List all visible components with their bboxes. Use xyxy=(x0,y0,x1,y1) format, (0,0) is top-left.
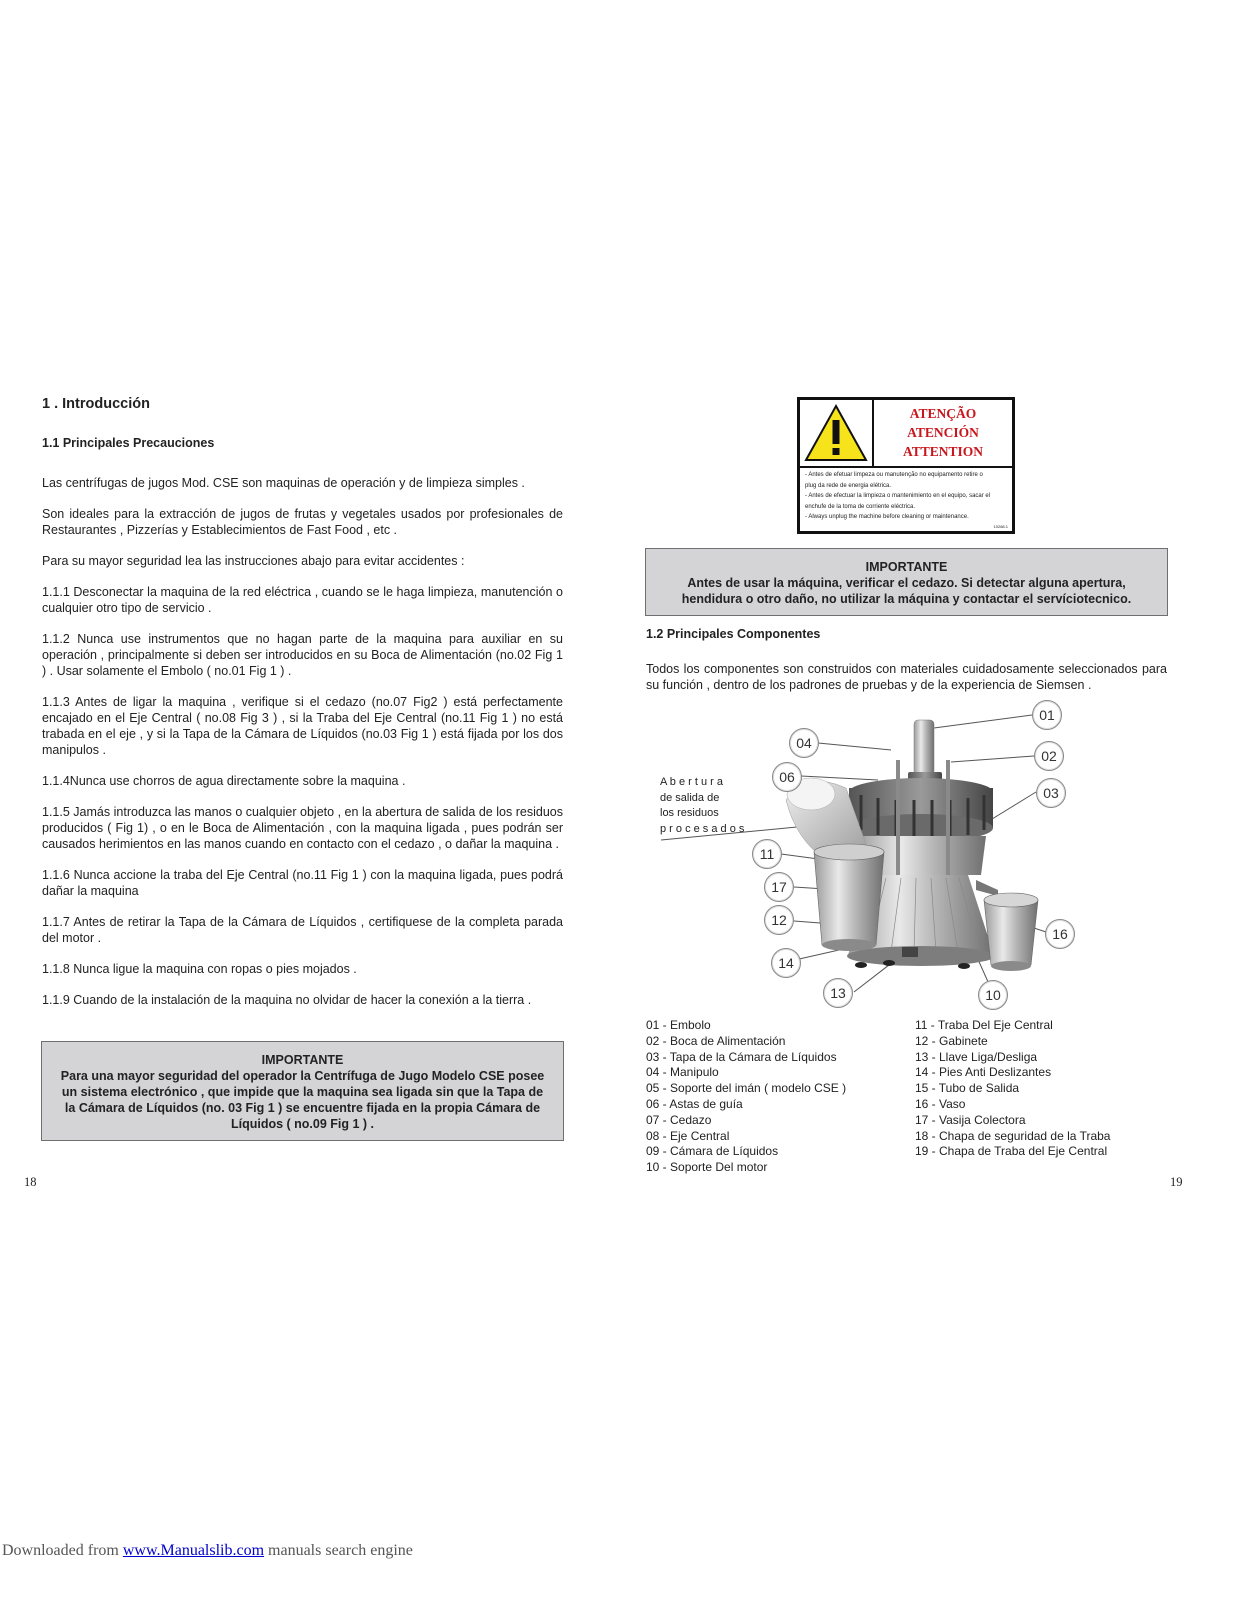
paragraph: 1.1.7 Antes de retirar la Tapa de la Cámara de Líquidos , certifiquese de la completa parada del motor . xyxy=(42,915,563,945)
important-text: Antes de usar la máquina, verificar el cedazo. Si detectar alguna apertura, hendidura o otro daño, no utilizar la máquina y contactar el servíciotecnico. xyxy=(681,576,1132,606)
paragraph: 1.1.9 Cuando de la instalación de la maquina no olvidar de hacer la conexión a la tierra . xyxy=(42,993,532,1007)
paragraph: Son ideales para la extracción de jugos de frutas y vegetales usados por profesionales de Restaurantes , Pizzerías y Establecimientos de Fast Food , etc . xyxy=(42,507,563,537)
legend-item: 18 - Chapa de seguridad de la Traba xyxy=(915,1128,1111,1143)
legend-left xyxy=(646,1018,911,1176)
callout-06: 06 xyxy=(772,762,802,792)
callout-02: 02 xyxy=(1034,741,1064,771)
paragraph: 1.1.3 Antes de ligar la maquina , verifique si el cedazo (no.07 Fig2 ) está perfectamente encajado en el Eje Central ( no.08 Fig 3 ) , si la Traba del Eje Central (no.11 Fig 1 ) no está trabada en el eje , y si la Tapa de la Cámara de Líquidos (no.03 Fig 1 ) está fijada por los dos manipulos . xyxy=(42,695,563,757)
callout-13: 13 xyxy=(823,978,853,1008)
legend-item: 04 - Manipulo xyxy=(646,1065,719,1080)
figure-label-line: los residuos xyxy=(660,807,719,819)
paragraph: 1.1.5 Jamás introduzca las manos o cualquier objeto , en la abertura de salida de los residuos producidos ( Fig 1) , o en le Boca de Alimentación , con la maquina ligada , pues podrán ser causados herimientos en las manos cuando en contacto con el cedazo , o dañar la maquina . xyxy=(42,805,563,851)
legend-item: 12 - Gabinete xyxy=(915,1033,988,1048)
legend-item: 01 - Embolo xyxy=(646,1018,711,1032)
legend-item: 03 - Tapa de la Cámara de Líquidos xyxy=(646,1049,837,1064)
sign-line: - Antes de efectuar la limpieza o mantenimiento en el equipo, sacar el xyxy=(805,493,991,499)
important-box-right xyxy=(645,548,1168,616)
legend-item: 13 - Llave Liga/Desliga xyxy=(915,1049,1038,1064)
callout-11: 11 xyxy=(752,839,782,869)
figure-label xyxy=(660,775,744,837)
legend-item: 02 - Boca de Alimentación xyxy=(646,1033,786,1048)
footer-prefix: Downloaded from xyxy=(2,1542,123,1559)
paragraph: Para su mayor seguridad lea las instrucciones abajo para evitar accidentes : xyxy=(42,554,465,568)
warning-sign xyxy=(797,397,1015,534)
callout-10: 10 xyxy=(978,980,1008,1010)
paragraph: 1.1.1 Desconectar la maquina de la red eléctrica , cuando se le haga limpieza, manutención o cualquier otro tipo de servicio . xyxy=(42,585,563,615)
legend-right xyxy=(915,1018,1175,1160)
sign-title-es: ATENCIÓN xyxy=(907,425,979,440)
important-heading: IMPORTANTE xyxy=(865,560,948,574)
sign-line: plug da rede de energia elétrica. xyxy=(805,482,892,489)
footer-suffix: manuals search engine xyxy=(264,1542,413,1559)
footer-link[interactable]: www.Manualslib.com xyxy=(122,1542,265,1559)
subsection-title-components: 1.2 Principales Componentes xyxy=(646,627,821,641)
legend-item: 17 - Vasija Colectora xyxy=(915,1112,1026,1127)
section-title: 1 . Introducción xyxy=(42,396,150,412)
callout-16: 16 xyxy=(1045,919,1075,949)
figure-label-line: de salida de xyxy=(660,791,720,804)
callout-03: 03 xyxy=(1036,778,1066,808)
legend-item: 10 - Soporte Del motor xyxy=(646,1160,768,1175)
callout-04: 04 xyxy=(789,728,819,758)
legend-item: 08 - Eje Central xyxy=(646,1128,730,1143)
legend-item: 09 - Cámara de Líquidos xyxy=(646,1144,779,1159)
warning-triangle-icon xyxy=(800,400,872,466)
legend-item: 15 - Tubo de Salida xyxy=(915,1081,1020,1096)
legend-item: 19 - Chapa de Traba del Eje Central xyxy=(915,1144,1108,1159)
figure-label-line: A b e r t u r a xyxy=(660,776,723,788)
legend-item: 05 - Soporte del imán ( modelo CSE ) xyxy=(646,1081,847,1096)
callout-17: 17 xyxy=(764,872,794,902)
legend-item: 14 - Pies Anti Deslizantes xyxy=(915,1065,1052,1080)
juicer-illustration xyxy=(646,700,1166,1010)
machine-figure xyxy=(646,700,1166,1010)
sign-line: - Always unplug the machine before cleaning or maintenance. xyxy=(805,514,969,520)
sign-line: - Antes de efetuar limpeza ou manutenção no equipamento retire o xyxy=(805,472,983,478)
sign-title-pt: ATENÇÃO xyxy=(909,406,977,421)
legend-item: 06 - Astas de guía xyxy=(646,1096,743,1111)
left-text-column xyxy=(42,475,563,1008)
footer xyxy=(2,1542,413,1560)
callout-14: 14 xyxy=(771,948,801,978)
sign-code: 10268.1 xyxy=(993,524,1008,529)
important-heading: IMPORTANTE xyxy=(261,1053,344,1067)
important-text: Para una mayor seguridad del operador la Centrífuga de Jugo Modelo CSE posee un sistema electrónico , que impide que la maquina sea ligada sin que la Tapa de la Cámara de Líquidos (no. 03 Fig 1 ) se encuentre fijada en la propia Cámara de Líquidos ( no.09 Fig 1 ) . xyxy=(60,1069,545,1131)
page-number-left: 18 xyxy=(24,1175,37,1189)
paragraph: 1.1.8 Nunca ligue la maquina con ropas o pies mojados . xyxy=(42,962,357,976)
components-paragraph: Todos los componentes son construidos con materiales cuidadosamente seleccionados para su función , dentro de los padrones de pruebas y de la experiencia de Siemsen . xyxy=(646,662,1167,692)
legend-item: 16 - Vaso xyxy=(915,1096,966,1111)
legend-item: 07 - Cedazo xyxy=(646,1112,712,1127)
important-box-left xyxy=(41,1041,564,1141)
page-number-right: 19 xyxy=(1170,1175,1183,1189)
sign-line: enchufe de la toma de corriente eléctrica. xyxy=(805,503,916,510)
paragraph: 1.1.2 Nunca use instrumentos que no hagan parte de la maquina para auxiliar en su operación , principalmente si deben ser introducidos en su Boca de Alimentación (no.02 Fig 1 ) . Usar solamente el Embolo ( no.01 Fig 1 ) . xyxy=(42,632,563,678)
subsection-title: 1.1 Principales Precauciones xyxy=(42,436,215,450)
callout-01: 01 xyxy=(1032,700,1062,730)
figure-label-line: p r o c e s a d o s xyxy=(660,822,745,835)
sign-title-en: ATTENTION xyxy=(902,444,984,459)
paragraph: 1.1.4Nunca use chorros de agua directamente sobre la maquina . xyxy=(42,774,406,788)
callout-12: 12 xyxy=(764,905,794,935)
legend-item: 11 - Traba Del Eje Central xyxy=(915,1018,1053,1032)
paragraph: 1.1.6 Nunca accione la traba del Eje Central (no.11 Fig 1 ) con la maquina ligada, pues podrá dañar la maquina xyxy=(42,868,563,898)
paragraph: Las centrífugas de jugos Mod. CSE son maquinas de operación y de limpieza simples . xyxy=(42,476,525,490)
